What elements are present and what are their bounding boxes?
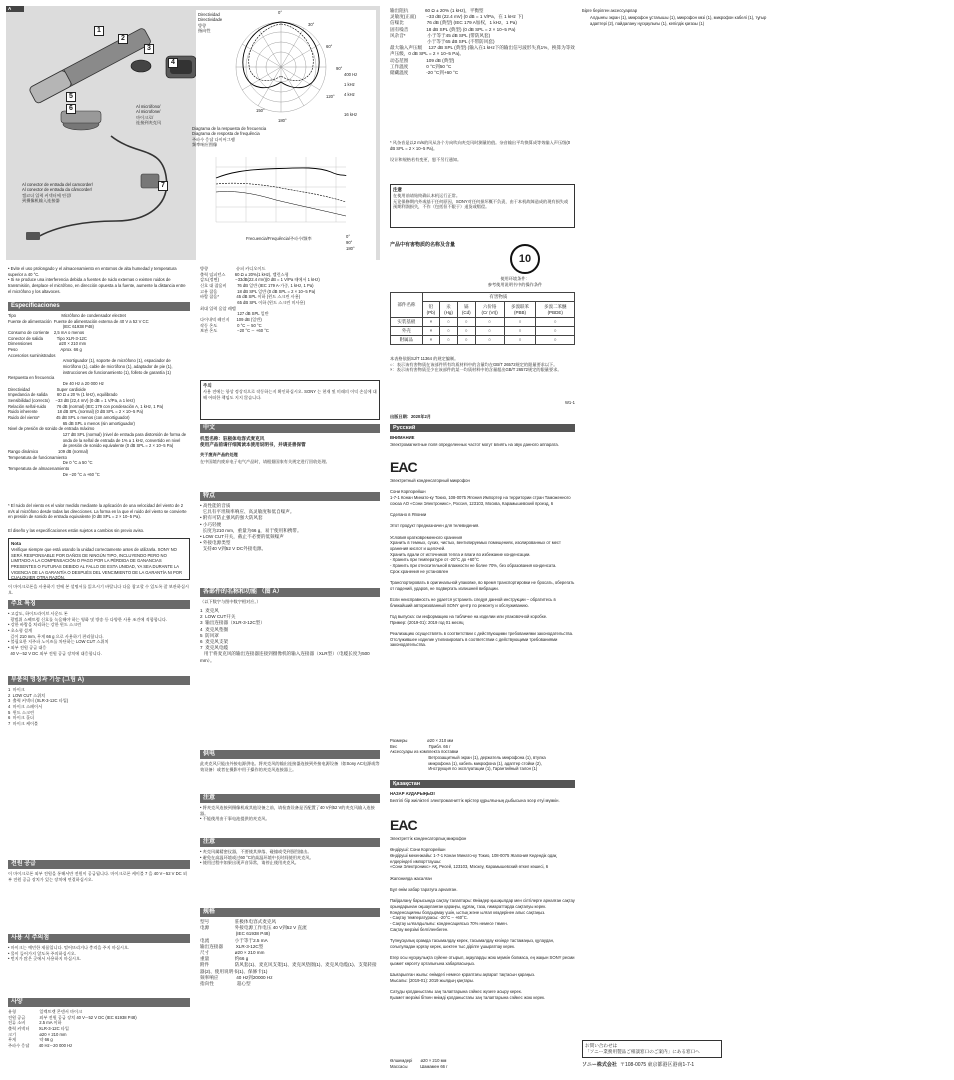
es-warning-box (8, 538, 190, 580)
ru-specs: Размеры ø20 × 210 мм Вес Прибл. 66 г Аксессуары из комплекта поставки Ветрозащитный экран (1), держатель микрофона (1), втулка микрофона (1), кабель микрофона (1), адаптер стойки (2), Инструкция по эксплуатации (1), Гарантийный талон (1) (390, 738, 546, 772)
zh-disposal-title: 关于废弃产品的处理 (200, 452, 238, 457)
ko-warning-box (200, 380, 380, 420)
hazard-cell: × (422, 327, 439, 336)
callout-1: 1 (94, 26, 104, 36)
polar-angle-60: 60° (326, 44, 333, 49)
hazard-cell: 外壳 (391, 327, 423, 336)
ko-sec-features: 주요 특징 (8, 600, 190, 609)
callout-2: 2 (118, 34, 128, 44)
ko-spec: 유형 일렉트렛 콘덴서 마이크 전원 공급 외부 전원 공급 장치 40 V∼52 V DC (IEC 61938 P48) 전류 소비 2.5 mA 이하 출력 커넥터 XLR-3-12C 타입 크기 ø20 × 210 mm 무게 약 66 g 주파수 응답 40 Hz∼20 000 Hz (8, 1009, 137, 1049)
es-notes: • Evite el uso prolongado y el almacenamiento en entornos de alta humedad y temperatura superior a 40 °C. • Si se produce una interferencia debida a fuentes de ruido externas o existen ruidos de transmisión, desplace el micrófono, en dirección opuesta a la fuente, aumente la distancia entre el micrófono y los altavoces. (8, 266, 186, 294)
hazard-header-group: 有害物质 (422, 293, 574, 302)
hazard-el-hg: 汞 (Hg) (440, 302, 458, 318)
hazard-el-cd: 镉 (Cd) (457, 302, 475, 318)
footer-contact-text: お問い合わせは 「ソニー業務用製品ご相談窓口のご案内」にある窓口へ (585, 1043, 700, 1055)
zh-spec: 型号 驻极体电容式麦克风 电源 外接电源工作电压 40 V到52 V 直流 (IEC 61938 P48) 电流 小于等于2.5 mA 输出连接器 XLR-3-12C型 尺寸 ø20 × 210 mm 重量 约66 g 附件 防风套(1)、麦克风支架(1)、麦克风垫圈(1)、麦克风电缆(1)、支架转接器(2)、使用说明书(1)、保修卡(1) 频率响应 40 Hz到20000 Hz 指向性 超心型 (200, 919, 377, 986)
hazard-cell: 附属品 (391, 336, 423, 345)
zh-specs-cont: 输出阻抗 60 Ω ± 20% (1 kHz)，平衡型 灵敏度(正面) −33 dB (22.4 mV) (0 dB = 1 V/Pa，在 1 kHz 下) 信噪比 76 dB (典型) (IEC 179 A加权，1 kHz，1 Pa) 固有噪音 18 dB SPL (典型) (0 dB SPL = 2 × 10−5 Pa) 风杂音* 小于等于45 dB SPL (带防风套) 小于等于65 dB SPL (不带防风套) 最大输入声压级 127 dB SPL (典型) (输入在1 kHz下的输出信号波形失真1%，换算为等效声压级，0 dB SPL = 2 × 10−5 Pa)。 动态范围 109 dB (典型) 工作温度 0 °C到50 °C 储藏温度 -20 °C到+60 °C (390, 8, 575, 75)
kz-body: Электреттік конденсаторлық микрофон Өндіруші: Сони Корпорейшн Өндіруші мекенжайы: 1-7-1 Конан Минато-ку Токио, 108-0075 Жапония Кедендік одақ елдеріндегі импорттаушы: «Сони Электроникс» АҚ, Ресей, 123103, Мәскеу, Карамышевский өткел көшесі, 6 Жапонияда жасалған Бұл өнім хабар таратуға арналған. Пайдалану барысында сақтау талаптары: Өнімдер қышқылдар мен сілтілерге арналған сақтау орындарынан оқшауланған қараңғы, құрғақ, таза, ғимараттарда сақталуы керек. Конденсацияны болдырмау үшін, ыстық және ылғал көздерінен алыс сақтаңыз. - Сақтау температурасы: -20°С – +60°С. - Сақтау ылғалдылығы: конденсациясыз 70% немесе төмен. Сақтау мерзімі белгіленбеген. Түпнұсқалық орамда тасымалдау керек, тасымалдау кезінде тастамаңыз, құлаудан, соғылуладан қорғау керек, шектен тыс дірілге ұшыратпау керек. Егер осы нұсқаулықта сүйене отырып, ақауларды жою мүмкін болмаса, ең жақын SONY ресми қызмет көрсету орталығына хабарласыңыз. Шығарылған жылы: өнімдегі немесе қораптағы ақпарат тақтасын қараңыз. Мысалы: (2019-01): 2019 жылдың қаңтары. Сатуды қолданыстағы заң талаптарына сәйкес жүзеге асыру керек. Қызмет мерзімі біткен өнімді қолданыстағы заң талаптарына сәйкес жою керек. (390, 836, 575, 1000)
ru-header: Русский (390, 424, 575, 432)
zh-parts: 1 麦克风 2 LOW CUT开关 3 输出连接器（XLR-3-12C型） 4 麦克风垫圈 5 防风罩 6 麦克风支架 7 麦克风电缆 用于将麦克风的输出连接器连接到摄像机的输入连接器（XLR型）（电缆长度为500 mm）。 (200, 608, 370, 663)
ru-caution-text: Электромагнитные поля определенных частот могут влиять на звук данного аппарата. (390, 442, 559, 447)
polar-angle-150: 150° (256, 108, 265, 113)
hazard-el-pbde: 多溴二苯醚 (PBDE) (536, 302, 575, 318)
footer-address: 〒108-0075 東京都港区港南1-7-1 (620, 1062, 695, 1068)
kz-eac-mark: EAC (390, 817, 417, 833)
hazard-cell: ○ (536, 327, 575, 336)
hazard-cell: ○ (440, 318, 458, 327)
figure-label: A (6, 6, 24, 12)
zh-title: 机型名称：驻极体电容式麦克风 使用产品前请仔细阅读本使用说明书，并请妥善保管 (200, 436, 306, 448)
callout-7: 7 (158, 181, 168, 191)
hazard-notes: 本表格依据SJ/T 11364 的规定编制。 ○：表示该有害物质在该部件所有均质材料中的含量均在GB/T 26572规定的限量要求以下。 ×：表示该有害物质至少在该部件的某一均质材料中的含量超出GB/T 26572规定的限量要求。 (390, 356, 562, 373)
ru-eac-mark: EAC (390, 459, 417, 475)
zh-caution: • 麦克风属精密仪器，不要使其掉落、碰撞或受到强烈撞击。 • 避免在高温环境或过60 °C的高温环境中长时间使用麦克风。 • 使用过程中如果出现声音异常，请停止使用麦克风。 (200, 849, 314, 866)
zh-sec-features: 特点 (200, 492, 380, 501)
directivity-label: Directividad Directividade 방향 指向性 (198, 12, 223, 34)
kz-accessories: Алдынғы экран (1), микрофон ұстағышы (1), микрофон көзі (1), микрофон кабелі (1), тұғыр адаптері (2), пайдалану нұсқаулығы (1), кепілдік қағазы (1) (590, 15, 768, 26)
hazard-cell: ○ (504, 327, 536, 336)
polar-legend-16k: 16 kHz (344, 112, 358, 117)
zh-sec-power: 供电 (200, 750, 380, 759)
hazard-cell: ○ (440, 336, 458, 345)
zh-parts-hint: （以下数字与图中数字相对应。） (200, 599, 261, 604)
hazard-cell: 实装基板 (391, 318, 423, 327)
kz-caution-text: Белгілі бір жиіліктегі электромагниттік өрістер құрылғының дыбысына әсер етуі мүмкін. (390, 798, 560, 803)
hazard-cell: ○ (475, 327, 504, 336)
zh-sec-caution: 注意 (200, 838, 380, 847)
es-warning-title: Nota (11, 541, 21, 546)
polar-angle-120: 120° (326, 94, 335, 99)
kz-caution-title: НАЗАР АУДАРЫҢЫЗ! (390, 791, 435, 796)
zh-warning-text: 在使用前请始终确认本机运行正常。 无论保修期内外或基于任何原因，SONY对任何损坏概不负责，由于本机故障造成的现有损失或预期利润损失，不作（包括但不限于）退货或赔偿。 (393, 192, 569, 210)
response-legend-90: 90° (346, 240, 353, 245)
polar-legend-400: 400 Hz (344, 72, 358, 77)
response-legend-0: 0° (346, 234, 351, 239)
polar-legend-1k: 1 kHz (344, 82, 355, 87)
ko-specs-cont: 방향 슈퍼 카디오이드 출력 임피던스 60 Ω ± 20%(1 kHz), 밸런스형 감도(정면) −33dB(22.4 mV)(0 dB = 1 V/Pa 때에서 1 kHz) 신호 대 잡음비 76 dB 일반 (IEC 179 A-가중, 1 kHz, 1 Pa) 고유 잡음 18 dB SPL 일반 (0 dB SPL = 2 × 10−5 Pa) 바람 잡음* 45 dB SPL 이하 (윈드 스크린 사용) 65 dB SPL 이하 (윈드 스크린 미사용) 최대 입력 음압 레벨 127 dB SPL 일반 다이내믹 레인지 109 dB (일반) 작동 온도 0 °C ∼ 50 °C 보관 온도 −20 °C ∼ +60 °C (200, 266, 320, 334)
zh-sec-spec: 规格 (200, 908, 380, 917)
ko-sec-parts: 부품의 명칭과 기능 (그림 A) (8, 676, 190, 685)
zh-sec-parts: 各部件的名称和功能 （图 A） (200, 588, 380, 597)
callout-3: 3 (144, 44, 154, 54)
hazard-cell: ○ (475, 336, 504, 345)
ko-intro: 이 마이크로폰을 사용하기 전에 본 설명서를 읽으시기 바랍니다 다음 참고할 수 있도록 잘 보관하십시오. (8, 584, 189, 595)
callout-5: 5 (66, 92, 76, 102)
hazard-el-cr: 六价铬 (Cr (VI)) (475, 302, 504, 318)
callout-4: 4 (168, 58, 178, 68)
table-row (391, 327, 575, 336)
pub-date: 出版日期：2020年2月 (390, 414, 431, 419)
hazard-cell: ○ (504, 318, 536, 327)
ru-caution-title: ВНИМАНИЕ (390, 435, 415, 440)
ru-body: Электретный конденсаторный микрофон Сони Корпорейшн 1-7-1 Конан Минато-ку Токио, 108-0075 Япония Импортер на территории стран Таможенного союза АО «Сони Электроникс», Россия, 123103, Москва, Карамышевский проезд, 6 Сделано в Японии Этот продукт предназначен для телевидения. Условия кратковременного хранения Хранить в темных, сухих, чистых, вентилируемых помещениях, изолированных от мест хранения кислот и щелочей. Хранить вдали от источников тепла и влаги во избежание конденсации. - Хранить при температуре от -20°С до +60°С - Хранить при относительной влажности не более 70%, без образования конденсата. Срок хранения не установлен Транспортировать в оригинальной упаковке, во время транспортировки не бросать, оберегать от падений, ударов, не подвергать излишней вибрации. Если неисправность не удается устранить следуя данной инструкции – обратитесь в ближайший авторизованный SONY центр по ремонту и обслуживанию. Год выпуска: см информацию на табличке на изделии или упаковочной коробке. Пример: (2019-01): 2019 год 01 месяц Реализацию осуществлять в соответствии с действующими требованиями законодательства. Отслужившее изделие утилизировать в соответствии с действующими требованиями законодательства. (390, 478, 575, 648)
polar-legend-4k: 4 kHz (344, 92, 355, 97)
ko-parts: 1 마이크 2 LOW CUT 스위치 3 출력 커넥터 (XLR-3-12C 타입) 4 마이크 스페이서 5 윈드 스크린 6 마이크 홀더 7 마이크 케이블 (8, 687, 69, 727)
chart-panel (192, 10, 376, 260)
ko-power: 이 마이크로폰 외부 전원을 통해서만 전원이 공급됩니다. 마이크로폰 케이블 7 을 40 V∼52 V DC 외부 전원 공급 장치가 있는 장치에 연결하십시오. (8, 871, 187, 882)
footer-contact-box (582, 1040, 722, 1058)
zh-warning-title: 注意 (393, 187, 402, 192)
footer-company: ソニー株式会社 (582, 1062, 617, 1068)
zh-header: 中文 (200, 424, 380, 433)
hazard-cell: ○ (457, 327, 475, 336)
zh-disposal-text: 在中国境内废弃电子电气产品时，请根据国家有关规定进行回收处理。 (200, 459, 330, 464)
polar-angle-180: 180° (278, 118, 287, 123)
rohs-logo-text: 10 (518, 253, 532, 265)
hazard-cell: × (422, 336, 439, 345)
ko-caution: • 마이크는 예민한 제품입니다. 떨어뜨리거나 충격을 주지 마십시오. • 물이 들어가지 않도록 주의하십시오. • 먼지가 많은 곳에서 사용하지 마십시오. (8, 945, 130, 962)
zh-features: • 高性能的音质 它具有平坦频率响应、高灵敏度和低自噪声。 • 附有可防止强风的强大防风套 • 小巧轻便 长度为210 mm，重量为66 g，易于使用和携带。 • LOW CUT开关，截止不必要的低频噪声 • 外接电源类型 支持40 V到52 V DC外接电源。 (200, 503, 302, 552)
ko-warning-text: 사용 전에는 항상 정상적으로 작동하는지 확인하십시오. SONY 는 현재 및 미래의 이익 손실에 대해 어떠한 책임도 지지 않습니다. (203, 388, 377, 400)
hazard-header-part: 部件名称 (391, 293, 423, 318)
es-footnote: * El ruido del viento es el valor medido mediante la aplicación de una velocidad del viento de 2 m/s al micrófono desde todas las direcciones. La forma en la que el ruido del viento se convierte en presión de sonido de entrada equivalente (0 dB SPL = 2 × 10−5 Pa). (8, 503, 188, 520)
ko-warning-title: 주의 (203, 383, 212, 388)
zh-power: 此麦克风只能由外接电源供电。将麦克风的输出连接器连接到外接电源设备（如Sony AC电源或等效设备）或者在摄影中用于操作的麦克风连接器上。 (200, 761, 380, 772)
zh-footnote: * 风杂音是以2 m/s的风从各个方向吹向麦克风时测量的值。杂音输出平均换算成等效输入声压级(0 dB SPL = 2 × 10−5 Pa)。 设计和规格若有变更，恕不另行通知。 (390, 140, 571, 163)
polar-pattern (226, 12, 336, 122)
mic-label: Al micrófono/ Al microfone/ 마이크로/ 连接到麦克风 (136, 104, 162, 126)
hazard-cell: ○ (457, 336, 475, 345)
hazard-title: 产品中有害物质的名称及含量 (390, 242, 456, 248)
polar-angle-30: 30° (308, 22, 315, 27)
zh-warning-box (390, 184, 575, 228)
zh-note: • 将麦克风连接到摄像机或其他设备之前，请检查设备是否配置了40 V到52 V的麦克风输入连接器。 • 不能使用由于事电池提供的麦克风。 (200, 805, 375, 822)
hazard-cell: ○ (536, 318, 575, 327)
polar-angle-90: 90° (336, 66, 343, 71)
ko-sec-caution: 사용 시 주의점 (8, 934, 190, 943)
microphone-illustration (6, 6, 206, 256)
kz-accessories-title: Бірге берілген аксессуарлар (582, 8, 638, 13)
response-label: Diagrama de la respuesta de frecuencia Diagrama de resposta de frequência 주파수 응답 다이어그램 频率响应图像 (192, 126, 267, 148)
hazard-caption: 使用环境条件： 参考使用说明书中的操作条件 (487, 276, 543, 287)
table-row (391, 318, 575, 327)
hazard-cell: ○ (457, 318, 475, 327)
es-design-note: El diseño y las especificaciones están sujetos a cambios sin previo aviso. (8, 528, 145, 533)
rohs-logo (510, 244, 540, 274)
kz-header: Қазақстан (390, 780, 575, 788)
hazard-el-pbb: 多溴联苯 (PBB) (504, 302, 536, 318)
response-legend-180: 180° (346, 246, 355, 251)
frequency-response (206, 152, 356, 232)
zh-sec-note: 注意 (200, 794, 380, 803)
ko-sec-power: 전원 공급 (8, 860, 190, 869)
hazard-table (390, 292, 575, 345)
page-code: W1-1 (564, 400, 575, 405)
polar-angle-0: 0° (278, 10, 283, 15)
hazard-cell: ○ (440, 327, 458, 336)
hazard-cell: × (422, 318, 439, 327)
kz-specs: Өлшемдері ø20 × 210 мм Массасы Шамамен 66 г (390, 1058, 448, 1069)
ko-features: • 고감도, 하이드라이브 사운드 톤 광범위 스펙트럼 신호를 녹음해야 하는 영화 및 방송 등 다양한 사용 조건에 적합합니다. • 강한 바람을 처리하는 강한 윈드 스크린 • 초소형 설계 길이 210 mm, 무게 66 g 으로 사용하기 편리합니다. • 불필요한 저주파 노이즈를 차단하는 LOW CUT 스위치 • 외부 전원 공급 대응 40 V∼52 V DC 외부 전원 공급 장치에 대응합니다. (8, 611, 168, 656)
hazard-el-pb: 铅 (Pb) (422, 302, 439, 318)
es-warning-text: Verifique siempre que está usando la unidad correctamente antes de utilizarla. SONY NO SERÁ RESPONSABLE POR DAÑOS DE NINGÚN TIPO, INCLUYENDO PERO NO LIMITADO A LA COMPENSACIÓN O PAGO POR LA PÉRDIDA DE GANANCIAS PRESENTES O FUTURAS DEBIDO AL FALLO DE ESTA UNIDAD, YA SEA DURANTE LA VIGENCIA DE LA GARANTÍA O DESPUÉS DEL VENCIMIENTO DE LA GARANTÍA NI POR CUALQUIER OTRA RAZÓN. (11, 546, 184, 581)
hazard-cell: ○ (536, 336, 575, 345)
es-spec-header: Especificaciones (8, 302, 190, 311)
callout-6: 6 (66, 104, 76, 114)
hazard-cell: ○ (504, 336, 536, 345)
connector-label: Al conector de entrada del camcorder/ Al conector de entrada da câmcorder/ 캠코더 입력 커넥터에 연결/ 到摄像机输入连接器 (22, 182, 93, 204)
es-specs: Tipo Micrófono de condensador electret Fuente de alimentación Fuente de alimentación externa de 40 V a 52 V CC (IEC 61938 P48) Consumo de corriente 2,5 mA o menos Conector de salida Tipo XLR-3-12C Dimensiones ø20 × 210 mm Peso Aprox. 66 g Accesorios suministrados Amortiguador (1), soporte de micrófono (1), espaciador de micrófono (1), cable de micrófono (1), adaptador de pie (1), instrucciones de funcionamiento (1), folleto de garantía (1) Respuesta en frecuencia De 40 Hz a 20 000 Hz Directividad Super cardioide Impedancia de salida 60 Ω ± 20 % (1 kHz), equilibrado Sensibilidad (correcto) −33 dB (22,4 mV) (0 dB = 1 V/Pa, a 1 kHz) Relación señal-ruido 76 dB (normal) (IEC 179 con ponderación A, 1 kHz, 1 Pa) Ruido inherente 18 dB SPL (normal) (0 dB SPL = 2 × 10−5 Pa) Ruido del viento* 45 dB SPL o menos (con amortiguador) 65 dB SPL o menos (sin amortiguador) Nivel de presión de sonido de entrada máximo 127 dB SPL (normal) (nivel de entrada para distorsión de forma de onda de la señal de entrada de 1% a 1 kHz, convertido en nivel de presión de sonido equivalente (0 dB SPL = 2 × 10−5 Pa) Rango dinámico 109 dB (normal) Temperatura de funcionamiento De 0 °C a 50 °C Temperatura de almacenamiento De −20 °C a +60 °C (8, 313, 187, 477)
hazard-cell: ○ (475, 318, 504, 327)
table-row (391, 336, 575, 345)
frequency-axis-label: Frecuencia/Frequência/주파수/频率 (246, 236, 312, 241)
ko-sec-spec: 사양 (8, 998, 190, 1007)
